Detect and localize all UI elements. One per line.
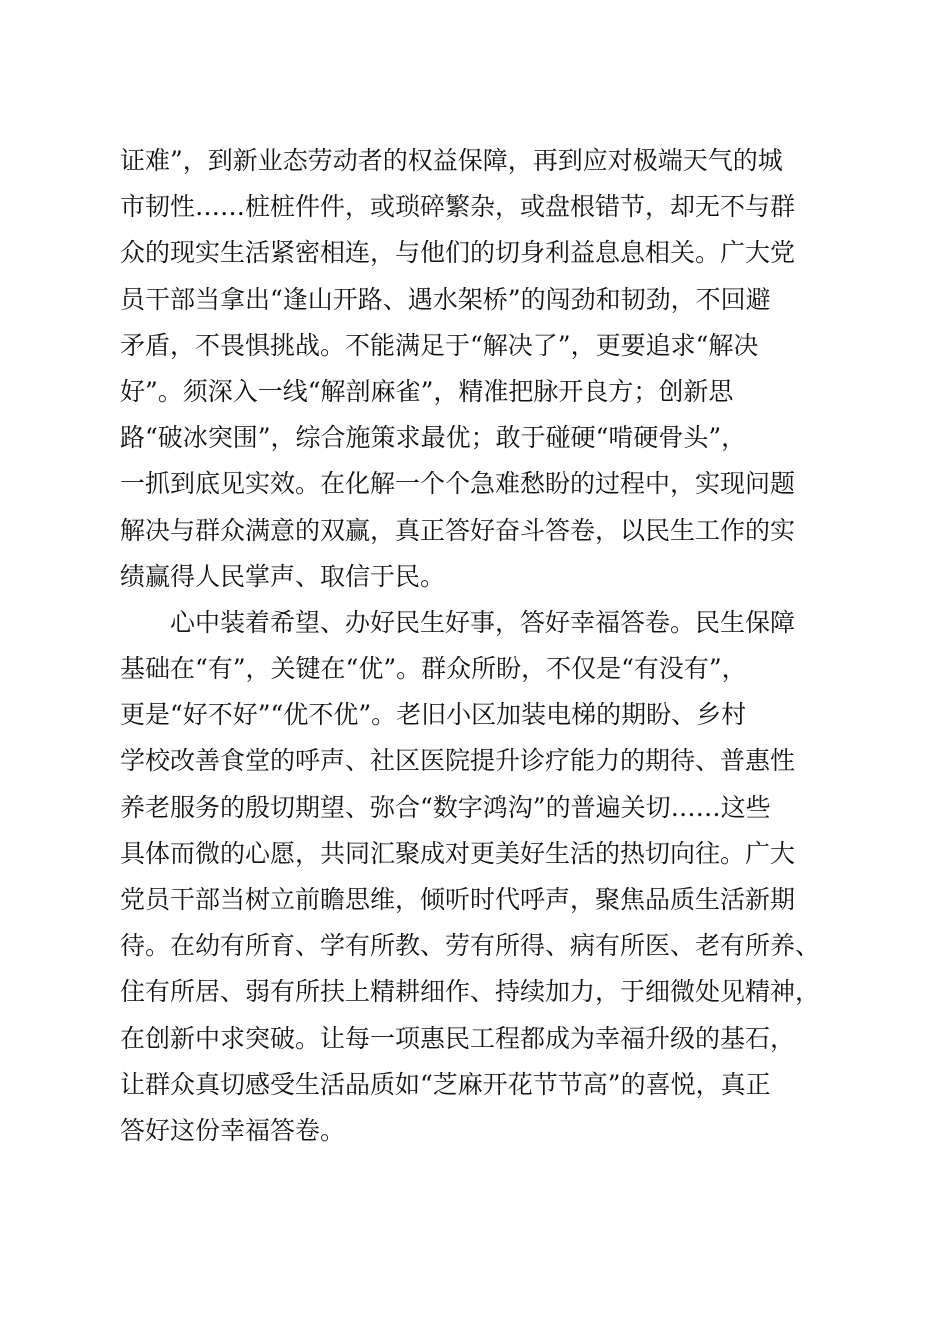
text-line: 答好这份幸福答卷。 [120,1115,346,1145]
text-line: 基础在“有”，关键在“优”。群众所盼，不仅是“有没有”， [120,654,747,684]
text-line: 矛盾，不畏惧挑战。不能满足于“解决了”，更要追求“解决 [120,330,759,360]
text-line: 好”。须深入一线“解剖麻雀”，精准把脉开良方；创新思 [120,376,734,406]
text-line: 心中装着希望、办好民生好事，答好幸福答卷。民生保障 [170,607,796,637]
body-text [120,138,840,1154]
text-line: 市韧性……桩桩件件，或琐碎繁杂，或盘根错节，却无不与群 [120,192,796,222]
text-line: 具体而微的心愿，共同汇聚成对更美好生活的热切向往。广大 [120,838,796,868]
text-line: 证难”，到新业态劳动者的权益保障，再到应对极端天气的城 [120,146,783,175]
text-line: 待。在幼有所育、学有所教、劳有所得、病有所医、老有所养、 [120,931,821,961]
text-line: 一抓到底见实效。在化解一个个急难愁盼的过程中，实现问题 [120,469,796,499]
text-line: 众的现实生活紧密相连，与他们的切身利益息息相关。广大党 [120,238,796,268]
text-line: 员干部当拿出“逢山开路、遇水架桥”的闯劲和韧劲，不回避 [120,284,771,314]
text-line: 党员干部当树立前瞻思维，倾听时代呼声，聚焦品质生活新期 [120,885,796,914]
text-line: 绩赢得人民掌声、取信于民。 [120,561,446,591]
paragraph-1 [120,138,840,600]
text-line: 住有所居、弱有所扶上精耕细作、持续加力，于细微处见精神， [120,977,821,1007]
text-line: 养老服务的殷切期望、弥合“数字鸿沟”的普遍关切……这些 [120,792,771,822]
text-line: 解决与群众满意的双赢，真正答好奋斗答卷，以民生工作的实 [120,515,796,545]
paragraph-2 [120,600,840,1154]
text-line: 路“破冰突围”，综合施策求最优；敢于碰硬“啃硬骨头”， [120,423,747,453]
text-line: 在创新中求突破。让每一项惠民工程都成为幸福升级的基石， [120,1023,796,1053]
text-line: 学校改善食堂的呼声、社区医院提升诊疗能力的期待、普惠性 [120,746,796,776]
text-line: 更是“好不好”“优不优”。老旧小区加装电梯的期盼、乡村 [120,700,747,730]
text-line: 让群众真切感受生活品质如“芝麻开花节节高”的喜悦，真正 [120,1069,771,1099]
